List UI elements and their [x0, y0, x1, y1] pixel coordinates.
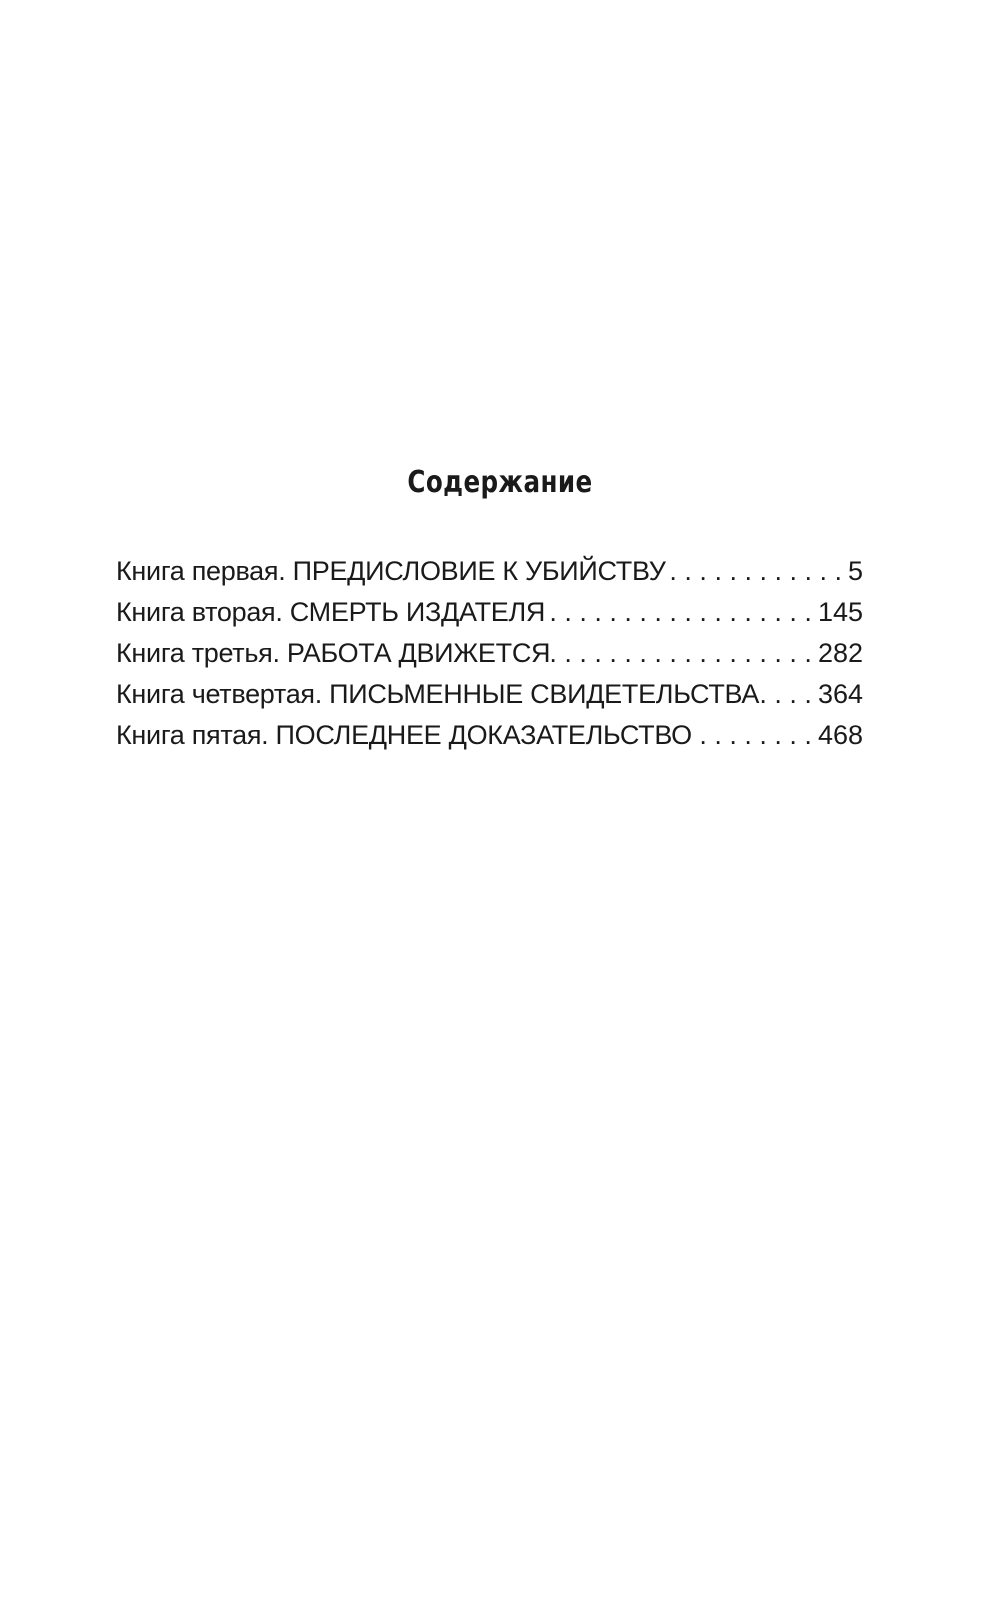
toc-entry-page: 364 [817, 679, 863, 709]
toc-dot-leader [666, 556, 848, 587]
toc-entry [116, 679, 863, 720]
toc-entry-title: Книга первая. ПРЕДИСЛОВИЕ К УБИЙСТВУ [116, 556, 666, 586]
toc-entry-title: Книга вторая. СМЕРТЬ ИЗДАТЕЛЯ [116, 597, 546, 627]
toc-entry-title: Книга четвертая. ПИСЬМЕННЫЕ СВИДЕТЕЛЬСТВА [116, 679, 760, 709]
toc-title: Содержание [407, 465, 593, 500]
toc-dot-leader [545, 597, 818, 628]
toc-entry-title: Книга третья. РАБОТА ДВИЖЕТСЯ [116, 638, 551, 668]
toc-entry-title: Книга пятая. ПОСЛЕДНЕЕ ДОКАЗАТЕЛЬСТВО [116, 720, 692, 750]
toc-dot-leader [759, 679, 818, 710]
toc-dot-leader [692, 720, 818, 751]
toc-dot-leader [550, 638, 818, 669]
table-of-contents [116, 556, 863, 761]
toc-entry [116, 720, 863, 761]
toc-entry-page: 5 [847, 556, 863, 586]
toc-entry-page: 282 [817, 638, 863, 668]
toc-entry [116, 556, 863, 597]
toc-entry-page: 145 [817, 597, 863, 627]
toc-entry [116, 638, 863, 679]
toc-entry [116, 597, 863, 638]
toc-entry-page: 468 [817, 720, 863, 750]
